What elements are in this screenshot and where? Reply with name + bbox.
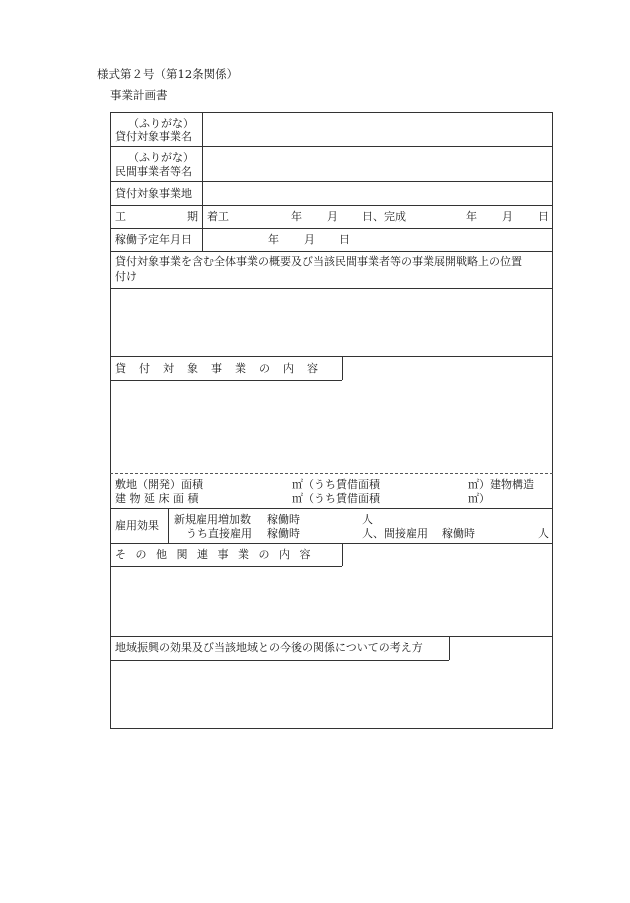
content-label: 貸付対象事業の内容 <box>115 362 331 375</box>
row-divider <box>110 205 553 206</box>
dashed-divider <box>110 473 553 474</box>
regional-label: 地域振興の効果及び当該地域との今後の関係についての考え方 <box>115 641 423 654</box>
employment-indirect-label: 人、間接雇用 <box>362 527 428 540</box>
positioning-line1: 貸付対象事業を含む全体事業の概要及び当該民間事業者等の事業展開戦略上の位置 <box>115 255 522 268</box>
label-box-bottom <box>110 380 342 381</box>
site-area-unit: ㎡（うち賃借面積 <box>292 478 380 491</box>
floor-area-unit-close: ㎡） <box>468 492 490 505</box>
row-divider <box>110 636 553 637</box>
form-number: 様式第２号（第12条関係） <box>97 67 239 81</box>
employment-direct-hours: 稼働時 <box>267 527 300 540</box>
row-divider <box>110 543 553 544</box>
column-divider <box>168 508 169 543</box>
row-divider <box>110 251 553 252</box>
row-divider <box>110 228 553 229</box>
period-start: 着工 <box>207 210 229 223</box>
period-month2: 月 <box>502 210 513 223</box>
period-year1: 年 <box>291 210 302 223</box>
floor-area-label: 建 物 延 床 面 積 <box>115 492 199 505</box>
label-box-right <box>449 636 450 660</box>
operator-name-furigana: （ふりがな） <box>128 151 194 164</box>
row-divider <box>110 508 553 509</box>
label-box-bottom <box>110 566 342 567</box>
positioning-line2: 付け <box>115 270 137 283</box>
period-month1: 月 <box>327 210 338 223</box>
floor-area-unit: ㎡（うち賃借面積 <box>292 492 380 505</box>
employment-new-label: 新規雇用増加数 <box>174 513 251 526</box>
operation-date-month: 月 <box>304 233 315 246</box>
operation-date-day: 日 <box>339 233 350 246</box>
employment-indirect-hours: 稼働時 <box>442 527 475 540</box>
operation-date-label: 稼働予定年月日 <box>115 233 192 246</box>
period-label-right: 期 <box>187 210 198 223</box>
document-title: 事業計画書 <box>110 88 168 102</box>
employment-indirect-person: 人 <box>538 527 549 540</box>
row-divider <box>110 288 553 289</box>
site-area-label: 敷地（開発）面積 <box>115 478 203 491</box>
label-box-right <box>342 543 343 566</box>
project-name-furigana: （ふりがな） <box>128 117 194 130</box>
employment-direct-label: うち直接雇用 <box>186 527 252 540</box>
column-divider <box>202 112 203 251</box>
period-day2: 日 <box>538 210 549 223</box>
label-box-right <box>342 356 343 380</box>
operation-date-year: 年 <box>268 233 279 246</box>
project-name-label: 貸付対象事業名 <box>115 130 192 143</box>
other-label: その他関連事業の内容 <box>115 548 320 561</box>
period-label-left: 工 <box>115 210 126 223</box>
project-site-label: 貸付対象事業地 <box>115 187 192 200</box>
label-box-bottom <box>110 660 449 661</box>
row-divider <box>110 181 553 182</box>
period-day-complete: 日、完成 <box>362 210 406 223</box>
employment-new-hours: 稼働時 <box>267 513 300 526</box>
period-year2: 年 <box>466 210 477 223</box>
employment-label: 雇用効果 <box>115 519 159 532</box>
employment-new-person: 人 <box>362 513 373 526</box>
operator-name-label: 民間事業者等名 <box>115 165 192 178</box>
site-area-unit-close: ㎡）建物構造 <box>468 478 534 491</box>
row-divider <box>110 146 553 147</box>
row-divider <box>110 356 553 357</box>
